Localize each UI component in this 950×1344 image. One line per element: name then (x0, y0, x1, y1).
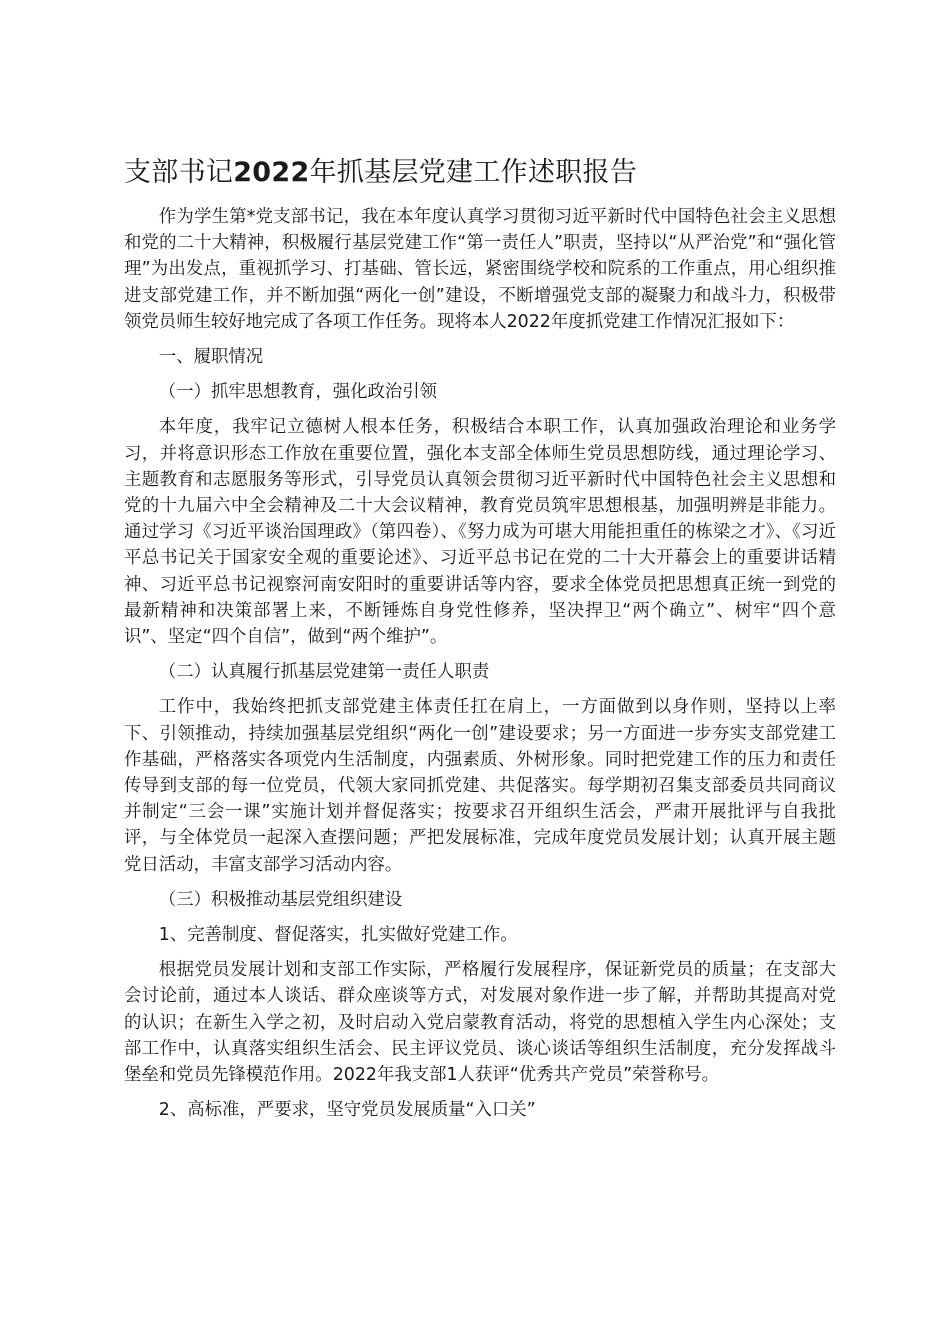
subsection-heading-3: （三）积极推动基层党组织建设 (158, 889, 403, 910)
section-heading-duties: 一、履职情况 (158, 347, 264, 368)
intro-paragraph: 作为学生第*党支部书记，我在本年度认真学习贯彻习近平新时代中国特色社会主义思想和党的二十大精神，积极履行基层党建工作“第一责任人”职责，坚持以“从严治党”和“强化管理”为出发点，重视抓学习、打基础、管长远，紧密围绕学校和院系的工作重点，用心组织推进支部党建工作，并不断加强“两化一创”建设，不断增强党支部的凝聚力和战斗力，积极带领党员师生较好地完成了各项工作任务。现将本人2022年度抓党建工作情况汇报如下： (124, 207, 836, 332)
body-paragraph-responsibility: 工作中，我始终把抓支部党建主体责任扛在肩上，一方面做到以身作则，坚持以上率下、引领推动，持续加强基层党组织“两化一创”建设要求；另一方面进一步夯实支部党建工作基础，严格落实各项党内生活制度，内强素质、外树形象。同时把党建工作的压力和责任传导到支部的每一位党员，代领大家同抓党建、共促落实。每学期初召集支部委员共同商议并制定“三会一课”实施计划并督促落实；按要求召开组织生活会，严肃开展批评与自我批评，与全体党员一起深入查摆问题；严把发展标准，完成年度党员发展计划；认真开展主题党日活动，丰富支部学习活动内容。 (124, 697, 836, 875)
item-heading-2: 2、高标准，严要求，坚守党员发展质量“入口关” (158, 1100, 536, 1121)
title-part-1: 支部书记 (124, 157, 234, 188)
subsection-heading-2: （二）认真履行抓基层党建第一责任人职责 (158, 662, 490, 683)
subsection-heading-1: （一）抓牢思想教育，强化政治引领 (158, 382, 438, 403)
document-body (124, 204, 836, 1133)
item-heading-1: 1、完善制度、督促落实，扎实做好党建工作。 (158, 925, 518, 946)
body-paragraph-development: 根据党员发展计划和支部工作实际，严格履行发展程序，保证新党员的质量；在支部大会讨论前，通过本人谈话、群众座谈等方式，对发展对象作进一步了解，并帮助其提高对党的认识；在新生入学之初，及时启动入党启蒙教育活动，将党的思想植入学生内心深处；支部工作中，认真落实组织生活会、民主评议党员、谈心谈话等组织生活制度，充分发挥战斗堡垒和党员先锋模范作用。2022年我支部1人获评“优秀共产党员”荣誉称号。 (124, 960, 836, 1086)
body-paragraph-ideology: 本年度，我牢记立德树人根本任务，积极结合本职工作，认真加强政治理论和业务学习，并将意识形态工作放在重要位置，强化本支部全体师生党员思想防线，通过理论学习、主题教育和志愿服务等形式，引导党员认真领会贯彻习近平新时代中国特色社会主义思想和党的十九届六中全会精神及二十大会议精神，教育党员筑牢思想根基，加强明辨是非能力。通过学习《习近平谈治国理政》（第四卷）、《努力成为可堪大用能担重任的栋梁之才》、《习近平总书记关于国家安全观的重要论述》、习近平总书记在党的二十大开幕会上的重要讲话精神、习近平总书记视察河南安阳时的重要讲话等内容，要求全体党员把思想真正统一到党的最新精神和决策部署上来，不断锤炼自身党性修养，坚决捍卫“两个确立”、树牢“四个意识”、坚定“四个自信”，做到“两个维护”。 (124, 417, 836, 648)
document-title (124, 153, 844, 193)
title-year: 2022 (233, 157, 310, 188)
title-part-2: 年抓基层党建工作述职报告 (309, 157, 638, 188)
